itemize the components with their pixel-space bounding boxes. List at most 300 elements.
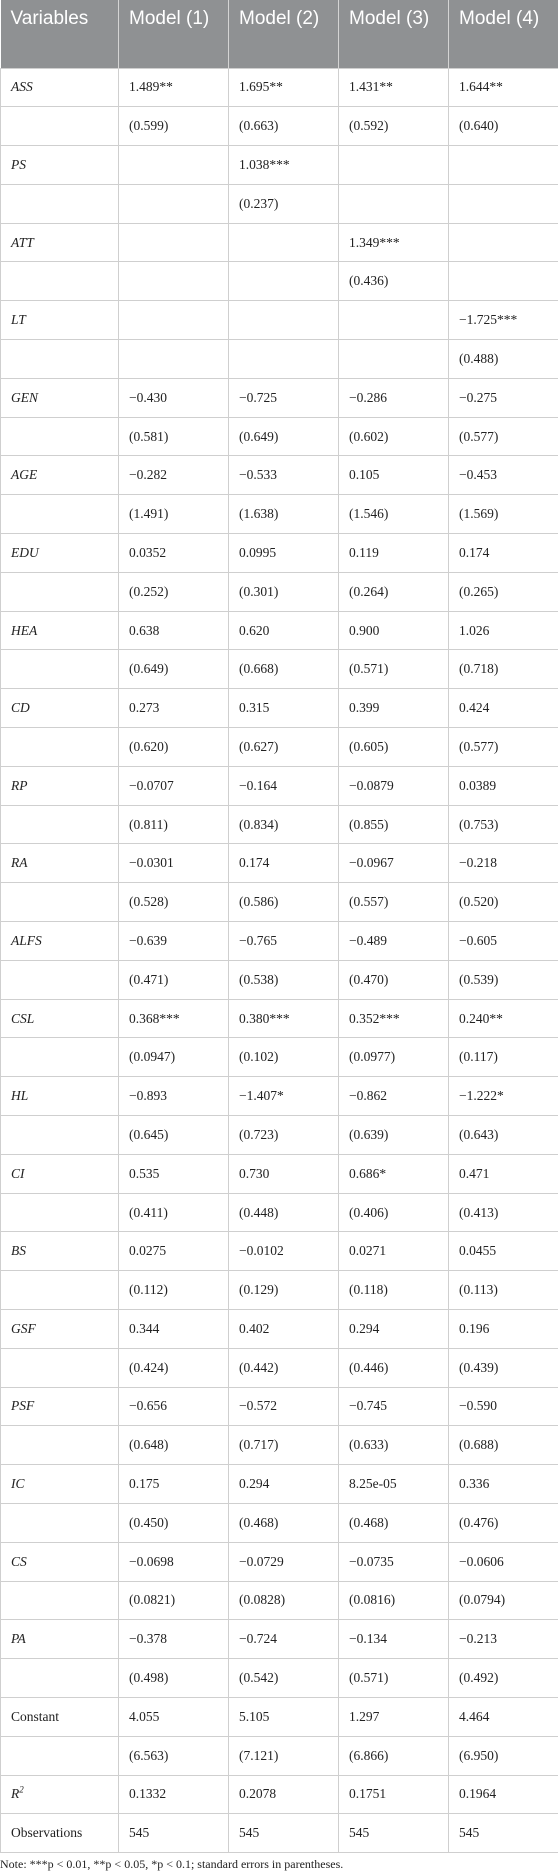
variable-name	[1, 68, 119, 107]
variable-label: RA	[11, 855, 28, 871]
cell-model-2: 545	[229, 1814, 339, 1853]
cell-model-2: 1.695**	[229, 68, 339, 107]
cell-model-1: −0.282	[119, 456, 229, 495]
cell-model-2: 0.174	[229, 844, 339, 883]
header-variables: Variables	[1, 0, 119, 68]
cell-model-4: 0.174	[449, 534, 558, 573]
table-row-se	[1, 340, 558, 379]
variable-name	[1, 534, 119, 573]
cell-model-4: −0.453	[449, 456, 558, 495]
cell-model-1: (6.563)	[119, 1736, 229, 1775]
cell-model-3: (0.557)	[339, 883, 449, 922]
table-row-se	[1, 1503, 558, 1542]
variable-name	[1, 1736, 119, 1775]
cell-model-2: 5.105	[229, 1697, 339, 1736]
variable-label: CS	[11, 1553, 27, 1569]
variable-name	[1, 1620, 119, 1659]
cell-model-1: (0.498)	[119, 1659, 229, 1698]
cell-model-2: (0.102)	[229, 1038, 339, 1077]
header-row	[1, 0, 558, 68]
table-header	[1, 0, 558, 68]
table-row-se	[1, 1348, 558, 1387]
variable-name	[1, 960, 119, 999]
cell-model-1	[119, 223, 229, 262]
cell-model-3: 0.105	[339, 456, 449, 495]
cell-model-3: (0.264)	[339, 572, 449, 611]
variable-name	[1, 1775, 119, 1814]
variable-name	[1, 728, 119, 767]
variable-label: AGE	[11, 467, 38, 483]
cell-model-3: 0.352***	[339, 999, 449, 1038]
table-row-se	[1, 1193, 558, 1232]
variable-label: CI	[11, 1165, 25, 1181]
cell-model-1: (1.491)	[119, 495, 229, 534]
variable-name	[1, 650, 119, 689]
table-row-se	[1, 805, 558, 844]
variable-label: GEN	[11, 389, 38, 405]
cell-model-3: 0.1751	[339, 1775, 449, 1814]
cell-model-4	[449, 223, 558, 262]
cell-model-4: −0.213	[449, 1620, 558, 1659]
table-row-cd	[1, 689, 558, 728]
cell-model-3: (0.446)	[339, 1348, 449, 1387]
variable-label: HEA	[11, 622, 38, 638]
variable-label: Observations	[11, 1825, 83, 1841]
cell-model-3	[339, 184, 449, 223]
table-row-se	[1, 1271, 558, 1310]
table-row-se	[1, 1659, 558, 1698]
cell-model-3: (0.468)	[339, 1503, 449, 1542]
cell-model-1: (0.648)	[119, 1426, 229, 1465]
cell-model-3: (0.855)	[339, 805, 449, 844]
cell-model-3: 0.399	[339, 689, 449, 728]
cell-model-3: (0.592)	[339, 107, 449, 146]
cell-model-2: −0.533	[229, 456, 339, 495]
variable-name	[1, 1542, 119, 1581]
variable-name	[1, 1697, 119, 1736]
cell-model-1: 0.273	[119, 689, 229, 728]
cell-model-3: 1.297	[339, 1697, 449, 1736]
variable-label: CD	[11, 700, 30, 716]
cell-model-2: −0.572	[229, 1387, 339, 1426]
variable-name	[1, 999, 119, 1038]
cell-model-1: (0.411)	[119, 1193, 229, 1232]
table-row-hea	[1, 611, 558, 650]
cell-model-1	[119, 262, 229, 301]
table-row-bs	[1, 1232, 558, 1271]
variable-name	[1, 922, 119, 961]
cell-model-2: −0.725	[229, 378, 339, 417]
cell-model-3: (0.0816)	[339, 1581, 449, 1620]
table-row-se	[1, 495, 558, 534]
variable-name	[1, 1348, 119, 1387]
table-row-gen	[1, 378, 558, 417]
cell-model-1: (0.649)	[119, 650, 229, 689]
cell-model-3: (0.0977)	[339, 1038, 449, 1077]
cell-model-4: 1.026	[449, 611, 558, 650]
cell-model-4: (0.492)	[449, 1659, 558, 1698]
cell-model-2: −0.765	[229, 922, 339, 961]
variable-name	[1, 1426, 119, 1465]
cell-model-2: (7.121)	[229, 1736, 339, 1775]
variable-name	[1, 844, 119, 883]
cell-model-3: (6.866)	[339, 1736, 449, 1775]
cell-model-1: −0.639	[119, 922, 229, 961]
cell-model-3: −0.0879	[339, 766, 449, 805]
table-row-rp	[1, 766, 558, 805]
cell-model-4: −1.725***	[449, 301, 558, 340]
cell-model-1: −0.430	[119, 378, 229, 417]
cell-model-3: −0.134	[339, 1620, 449, 1659]
cell-model-4: (0.718)	[449, 650, 558, 689]
cell-model-1: (0.620)	[119, 728, 229, 767]
table-row-r	[1, 1775, 558, 1814]
variable-name	[1, 340, 119, 379]
variable-label: ATT	[11, 234, 34, 250]
cell-model-2: (0.542)	[229, 1659, 339, 1698]
variable-name	[1, 107, 119, 146]
cell-model-2	[229, 340, 339, 379]
cell-model-2: 0.315	[229, 689, 339, 728]
variable-name	[1, 1503, 119, 1542]
cell-model-4: (0.0794)	[449, 1581, 558, 1620]
cell-model-4: (0.688)	[449, 1426, 558, 1465]
table-row-age	[1, 456, 558, 495]
cell-model-1	[119, 184, 229, 223]
variable-name	[1, 766, 119, 805]
table-row-se	[1, 1426, 558, 1465]
cell-model-2: 1.038***	[229, 146, 339, 185]
cell-model-3: 0.0271	[339, 1232, 449, 1271]
variable-name	[1, 184, 119, 223]
cell-model-4: (1.569)	[449, 495, 558, 534]
cell-model-1: 0.0352	[119, 534, 229, 573]
cell-model-4	[449, 262, 558, 301]
table-row-att	[1, 223, 558, 262]
table-row-se	[1, 572, 558, 611]
cell-model-2: (0.468)	[229, 1503, 339, 1542]
cell-model-4: 0.471	[449, 1154, 558, 1193]
cell-model-3: −0.862	[339, 1077, 449, 1116]
variable-name	[1, 456, 119, 495]
cell-model-1: 0.344	[119, 1310, 229, 1349]
table-row-observations	[1, 1814, 558, 1853]
cell-model-2: −0.0729	[229, 1542, 339, 1581]
cell-model-2: (0.834)	[229, 805, 339, 844]
cell-model-1	[119, 146, 229, 185]
cell-model-4: −1.222*	[449, 1077, 558, 1116]
variable-label: Constant	[11, 1708, 60, 1724]
cell-model-4: (0.476)	[449, 1503, 558, 1542]
cell-model-4: (0.113)	[449, 1271, 558, 1310]
cell-model-1: 0.175	[119, 1465, 229, 1504]
cell-model-3: 0.686*	[339, 1154, 449, 1193]
variable-name	[1, 146, 119, 185]
table-row-alfs	[1, 922, 558, 961]
table-row-ci	[1, 1154, 558, 1193]
cell-model-3: (0.602)	[339, 417, 449, 456]
cell-model-1	[119, 340, 229, 379]
variable-superscript: 2	[19, 1784, 24, 1795]
table-row-lt	[1, 301, 558, 340]
cell-model-2: (0.586)	[229, 883, 339, 922]
cell-model-2: 0.0995	[229, 534, 339, 573]
cell-model-1: −0.378	[119, 1620, 229, 1659]
cell-model-3: 8.25e-05	[339, 1465, 449, 1504]
cell-model-2: −0.0102	[229, 1232, 339, 1271]
variable-name	[1, 1193, 119, 1232]
cell-model-4: 1.644**	[449, 68, 558, 107]
header-model-3: Model (3)	[339, 0, 449, 68]
cell-model-4: (0.488)	[449, 340, 558, 379]
cell-model-2: (0.442)	[229, 1348, 339, 1387]
cell-model-3: (1.546)	[339, 495, 449, 534]
cell-model-2: −0.724	[229, 1620, 339, 1659]
cell-model-1: (0.112)	[119, 1271, 229, 1310]
cell-model-2: (0.129)	[229, 1271, 339, 1310]
cell-model-1: −0.0301	[119, 844, 229, 883]
cell-model-2: (0.448)	[229, 1193, 339, 1232]
cell-model-1: (0.528)	[119, 883, 229, 922]
cell-model-2: (0.663)	[229, 107, 339, 146]
cell-model-2: 0.380***	[229, 999, 339, 1038]
variable-name	[1, 1038, 119, 1077]
cell-model-2: 0.294	[229, 1465, 339, 1504]
cell-model-2: −0.164	[229, 766, 339, 805]
cell-model-3: −0.286	[339, 378, 449, 417]
cell-model-1: (0.0947)	[119, 1038, 229, 1077]
cell-model-3: (0.639)	[339, 1116, 449, 1155]
table-row-se	[1, 883, 558, 922]
table-row-ic	[1, 1465, 558, 1504]
cell-model-1	[119, 301, 229, 340]
cell-model-2	[229, 223, 339, 262]
cell-model-4: 0.336	[449, 1465, 558, 1504]
variable-label: BS	[11, 1243, 26, 1259]
header-model-2: Model (2)	[229, 0, 339, 68]
cell-model-3: 0.294	[339, 1310, 449, 1349]
cell-model-3: 0.119	[339, 534, 449, 573]
cell-model-4: (0.539)	[449, 960, 558, 999]
cell-model-1: 0.0275	[119, 1232, 229, 1271]
variable-name	[1, 1581, 119, 1620]
cell-model-4	[449, 184, 558, 223]
cell-model-2: −1.407*	[229, 1077, 339, 1116]
cell-model-1: (0.0821)	[119, 1581, 229, 1620]
variable-label: ALFS	[11, 932, 42, 948]
cell-model-1: (0.599)	[119, 107, 229, 146]
cell-model-3: −0.0967	[339, 844, 449, 883]
table-row-ass	[1, 68, 558, 107]
cell-model-3: (0.470)	[339, 960, 449, 999]
cell-model-4: (0.640)	[449, 107, 558, 146]
variable-name	[1, 1271, 119, 1310]
cell-model-4: (0.643)	[449, 1116, 558, 1155]
cell-model-4: 0.196	[449, 1310, 558, 1349]
cell-model-1: (0.811)	[119, 805, 229, 844]
table-row-se	[1, 262, 558, 301]
table-row-se	[1, 184, 558, 223]
table-row-pa	[1, 1620, 558, 1659]
variable-label: PSF	[11, 1398, 35, 1414]
cell-model-1: 4.055	[119, 1697, 229, 1736]
cell-model-4: 0.0389	[449, 766, 558, 805]
cell-model-1: 0.638	[119, 611, 229, 650]
variable-name	[1, 223, 119, 262]
cell-model-2	[229, 301, 339, 340]
cell-model-1: (0.581)	[119, 417, 229, 456]
cell-model-1: 1.489**	[119, 68, 229, 107]
variable-name	[1, 1814, 119, 1853]
table-row-hl	[1, 1077, 558, 1116]
table-row-constant	[1, 1697, 558, 1736]
cell-model-3: (0.406)	[339, 1193, 449, 1232]
variable-name	[1, 1659, 119, 1698]
variable-name	[1, 1154, 119, 1193]
cell-model-2: (0.301)	[229, 572, 339, 611]
cell-model-4: 0.424	[449, 689, 558, 728]
cell-model-4: 0.240**	[449, 999, 558, 1038]
variable-name	[1, 572, 119, 611]
cell-model-3: (0.436)	[339, 262, 449, 301]
variable-name	[1, 1465, 119, 1504]
cell-model-1: (0.450)	[119, 1503, 229, 1542]
cell-model-3: 1.349***	[339, 223, 449, 262]
cell-model-2: (0.0828)	[229, 1581, 339, 1620]
cell-model-1: 0.535	[119, 1154, 229, 1193]
variable-name	[1, 1077, 119, 1116]
cell-model-4	[449, 146, 558, 185]
cell-model-1: 0.368***	[119, 999, 229, 1038]
cell-model-2: (0.538)	[229, 960, 339, 999]
cell-model-4: (0.753)	[449, 805, 558, 844]
cell-model-1: (0.471)	[119, 960, 229, 999]
cell-model-3: 0.900	[339, 611, 449, 650]
variable-label: HL	[11, 1088, 29, 1104]
variable-name	[1, 262, 119, 301]
table-row-ps	[1, 146, 558, 185]
cell-model-3: 545	[339, 1814, 449, 1853]
variable-label: ASS	[11, 79, 33, 95]
cell-model-3: 1.431**	[339, 68, 449, 107]
cell-model-4: (0.117)	[449, 1038, 558, 1077]
variable-name	[1, 805, 119, 844]
variable-label: CSL	[11, 1010, 35, 1026]
variable-name	[1, 1310, 119, 1349]
cell-model-1: 545	[119, 1814, 229, 1853]
variable-label: RP	[11, 777, 28, 793]
table-row-se	[1, 960, 558, 999]
cell-model-2: (0.649)	[229, 417, 339, 456]
variable-name	[1, 1387, 119, 1426]
header-model-1: Model (1)	[119, 0, 229, 68]
cell-model-2: 0.402	[229, 1310, 339, 1349]
cell-model-4: −0.218	[449, 844, 558, 883]
variable-label: EDU	[11, 544, 39, 560]
variable-label: LT	[11, 312, 26, 328]
cell-model-3	[339, 340, 449, 379]
variable-name	[1, 378, 119, 417]
cell-model-3: (0.571)	[339, 1659, 449, 1698]
cell-model-4: (0.577)	[449, 417, 558, 456]
cell-model-4: (0.520)	[449, 883, 558, 922]
cell-model-4: −0.605	[449, 922, 558, 961]
cell-model-3: (0.571)	[339, 650, 449, 689]
table-row-gsf	[1, 1310, 558, 1349]
variable-name	[1, 1116, 119, 1155]
cell-model-1: (0.645)	[119, 1116, 229, 1155]
cell-model-1: (0.424)	[119, 1348, 229, 1387]
cell-model-1: −0.656	[119, 1387, 229, 1426]
cell-model-2: 0.620	[229, 611, 339, 650]
cell-model-4: 4.464	[449, 1697, 558, 1736]
table-row-cs	[1, 1542, 558, 1581]
table-row-se	[1, 1116, 558, 1155]
variable-label: PS	[11, 156, 26, 172]
cell-model-4: 0.0455	[449, 1232, 558, 1271]
cell-model-2: (1.638)	[229, 495, 339, 534]
cell-model-2: (0.668)	[229, 650, 339, 689]
table-row-csl	[1, 999, 558, 1038]
table-row-se	[1, 1581, 558, 1620]
variable-label: IC	[11, 1476, 25, 1492]
variable-label: GSF	[11, 1320, 36, 1336]
cell-model-2: (0.717)	[229, 1426, 339, 1465]
cell-model-2: (0.723)	[229, 1116, 339, 1155]
cell-model-4: −0.590	[449, 1387, 558, 1426]
cell-model-4: 545	[449, 1814, 558, 1853]
cell-model-2: 0.2078	[229, 1775, 339, 1814]
cell-model-1: 0.1332	[119, 1775, 229, 1814]
table-row-psf	[1, 1387, 558, 1426]
cell-model-3: −0.745	[339, 1387, 449, 1426]
variable-name	[1, 883, 119, 922]
cell-model-1: −0.0707	[119, 766, 229, 805]
cell-model-1: −0.0698	[119, 1542, 229, 1581]
cell-model-2	[229, 262, 339, 301]
table-row-se	[1, 728, 558, 767]
cell-model-3	[339, 146, 449, 185]
cell-model-4: 0.1964	[449, 1775, 558, 1814]
cell-model-3: −0.489	[339, 922, 449, 961]
cell-model-4: −0.0606	[449, 1542, 558, 1581]
table-row-se	[1, 1038, 558, 1077]
cell-model-4: (6.950)	[449, 1736, 558, 1775]
cell-model-3	[339, 301, 449, 340]
cell-model-1: (0.252)	[119, 572, 229, 611]
variable-label: PA	[11, 1631, 26, 1647]
cell-model-3: (0.633)	[339, 1426, 449, 1465]
cell-model-3: (0.605)	[339, 728, 449, 767]
variable-name	[1, 689, 119, 728]
table-row-se	[1, 650, 558, 689]
cell-model-4: (0.265)	[449, 572, 558, 611]
variable-name	[1, 611, 119, 650]
cell-model-3: −0.0735	[339, 1542, 449, 1581]
cell-model-1: −0.893	[119, 1077, 229, 1116]
variable-name	[1, 417, 119, 456]
table-row-se	[1, 1736, 558, 1775]
cell-model-4: (0.577)	[449, 728, 558, 767]
cell-model-2: (0.627)	[229, 728, 339, 767]
table-row-se	[1, 417, 558, 456]
cell-model-2: 0.730	[229, 1154, 339, 1193]
table-body	[1, 68, 558, 1853]
cell-model-4: −0.275	[449, 378, 558, 417]
cell-model-4: (0.413)	[449, 1193, 558, 1232]
table-row-ra	[1, 844, 558, 883]
cell-model-2: (0.237)	[229, 184, 339, 223]
